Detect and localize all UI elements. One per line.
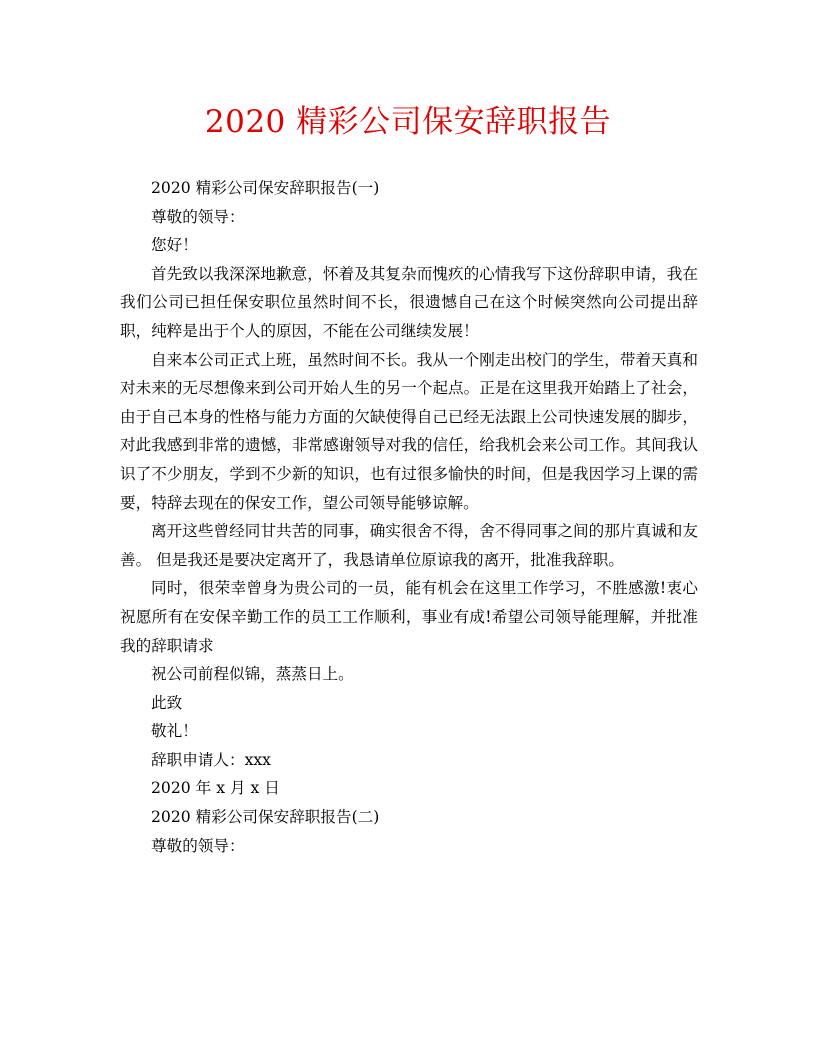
report-heading-1: 2020 精彩公司保安辞职报告(一) [151, 179, 380, 197]
closing-line: 此致 [151, 693, 183, 712]
salutation: 尊敬的领导： [151, 207, 245, 226]
closing-salute: 敬礼！ [151, 722, 198, 741]
closing-wish: 祝公司前程似锦，蒸蒸日上。 [151, 665, 354, 684]
body-paragraph: 同时，很荣幸曾身为贵公司的一员，能有机会在这里工作学习，不胜感激!衷心祝愿所有在安保辛勤工作的员工工作顺利，事业有成!希望公司领导能理解，并批准我的辞职请求 [120, 579, 698, 655]
date-line: 2020 年 x 月 x 日 [151, 779, 280, 798]
salutation: 尊敬的领导： [151, 836, 245, 855]
document-title: 2020 精彩公司保安辞职报告 [204, 104, 612, 140]
body-paragraph: 首先致以我深深地歉意，怀着及其复杂而愧疚的心情我写下这份辞职申请，我在我们公司已担任保安职位虽然时间不长，很遗憾自己在这个时候突然向公司提出辞职，纯粹是出于个人的原因，不能在公司继续发展！ [120, 264, 698, 340]
body-paragraph: 自来本公司正式上班，虽然时间不长。我从一个刚走出校门的学生，带着天真和对未来的无尽想像来到公司开始人生的另一个起点。正是在这里我开始踏上了社会，由于自己本身的性格与能力方面的欠缺使得自己已经无法跟上公司快速发展的脚步，对此我感到非常的遗憾，非常感谢领导对我的信任，给我机会来公司工作。其间我认识了不少朋友，学到不少新的知识，也有过很多愉快的时间，但是我因学习上课的需要，特辞去现在的保安工作，望公司领导能够谅解。 [120, 350, 698, 512]
document-body [120, 174, 698, 860]
body-paragraph: 离开这些曾经同甘共苦的同事，确实很舍不得，舍不得同事之间的那片真诚和友善。 但是我还是要决定离开了，我恳请单位原谅我的离开，批准我辞职。 [120, 522, 698, 569]
greeting: 您好！ [151, 236, 198, 255]
report-heading-2: 2020 精彩公司保安辞职报告(二) [151, 808, 380, 827]
signature-line: 辞职申请人：xxx [151, 750, 271, 769]
